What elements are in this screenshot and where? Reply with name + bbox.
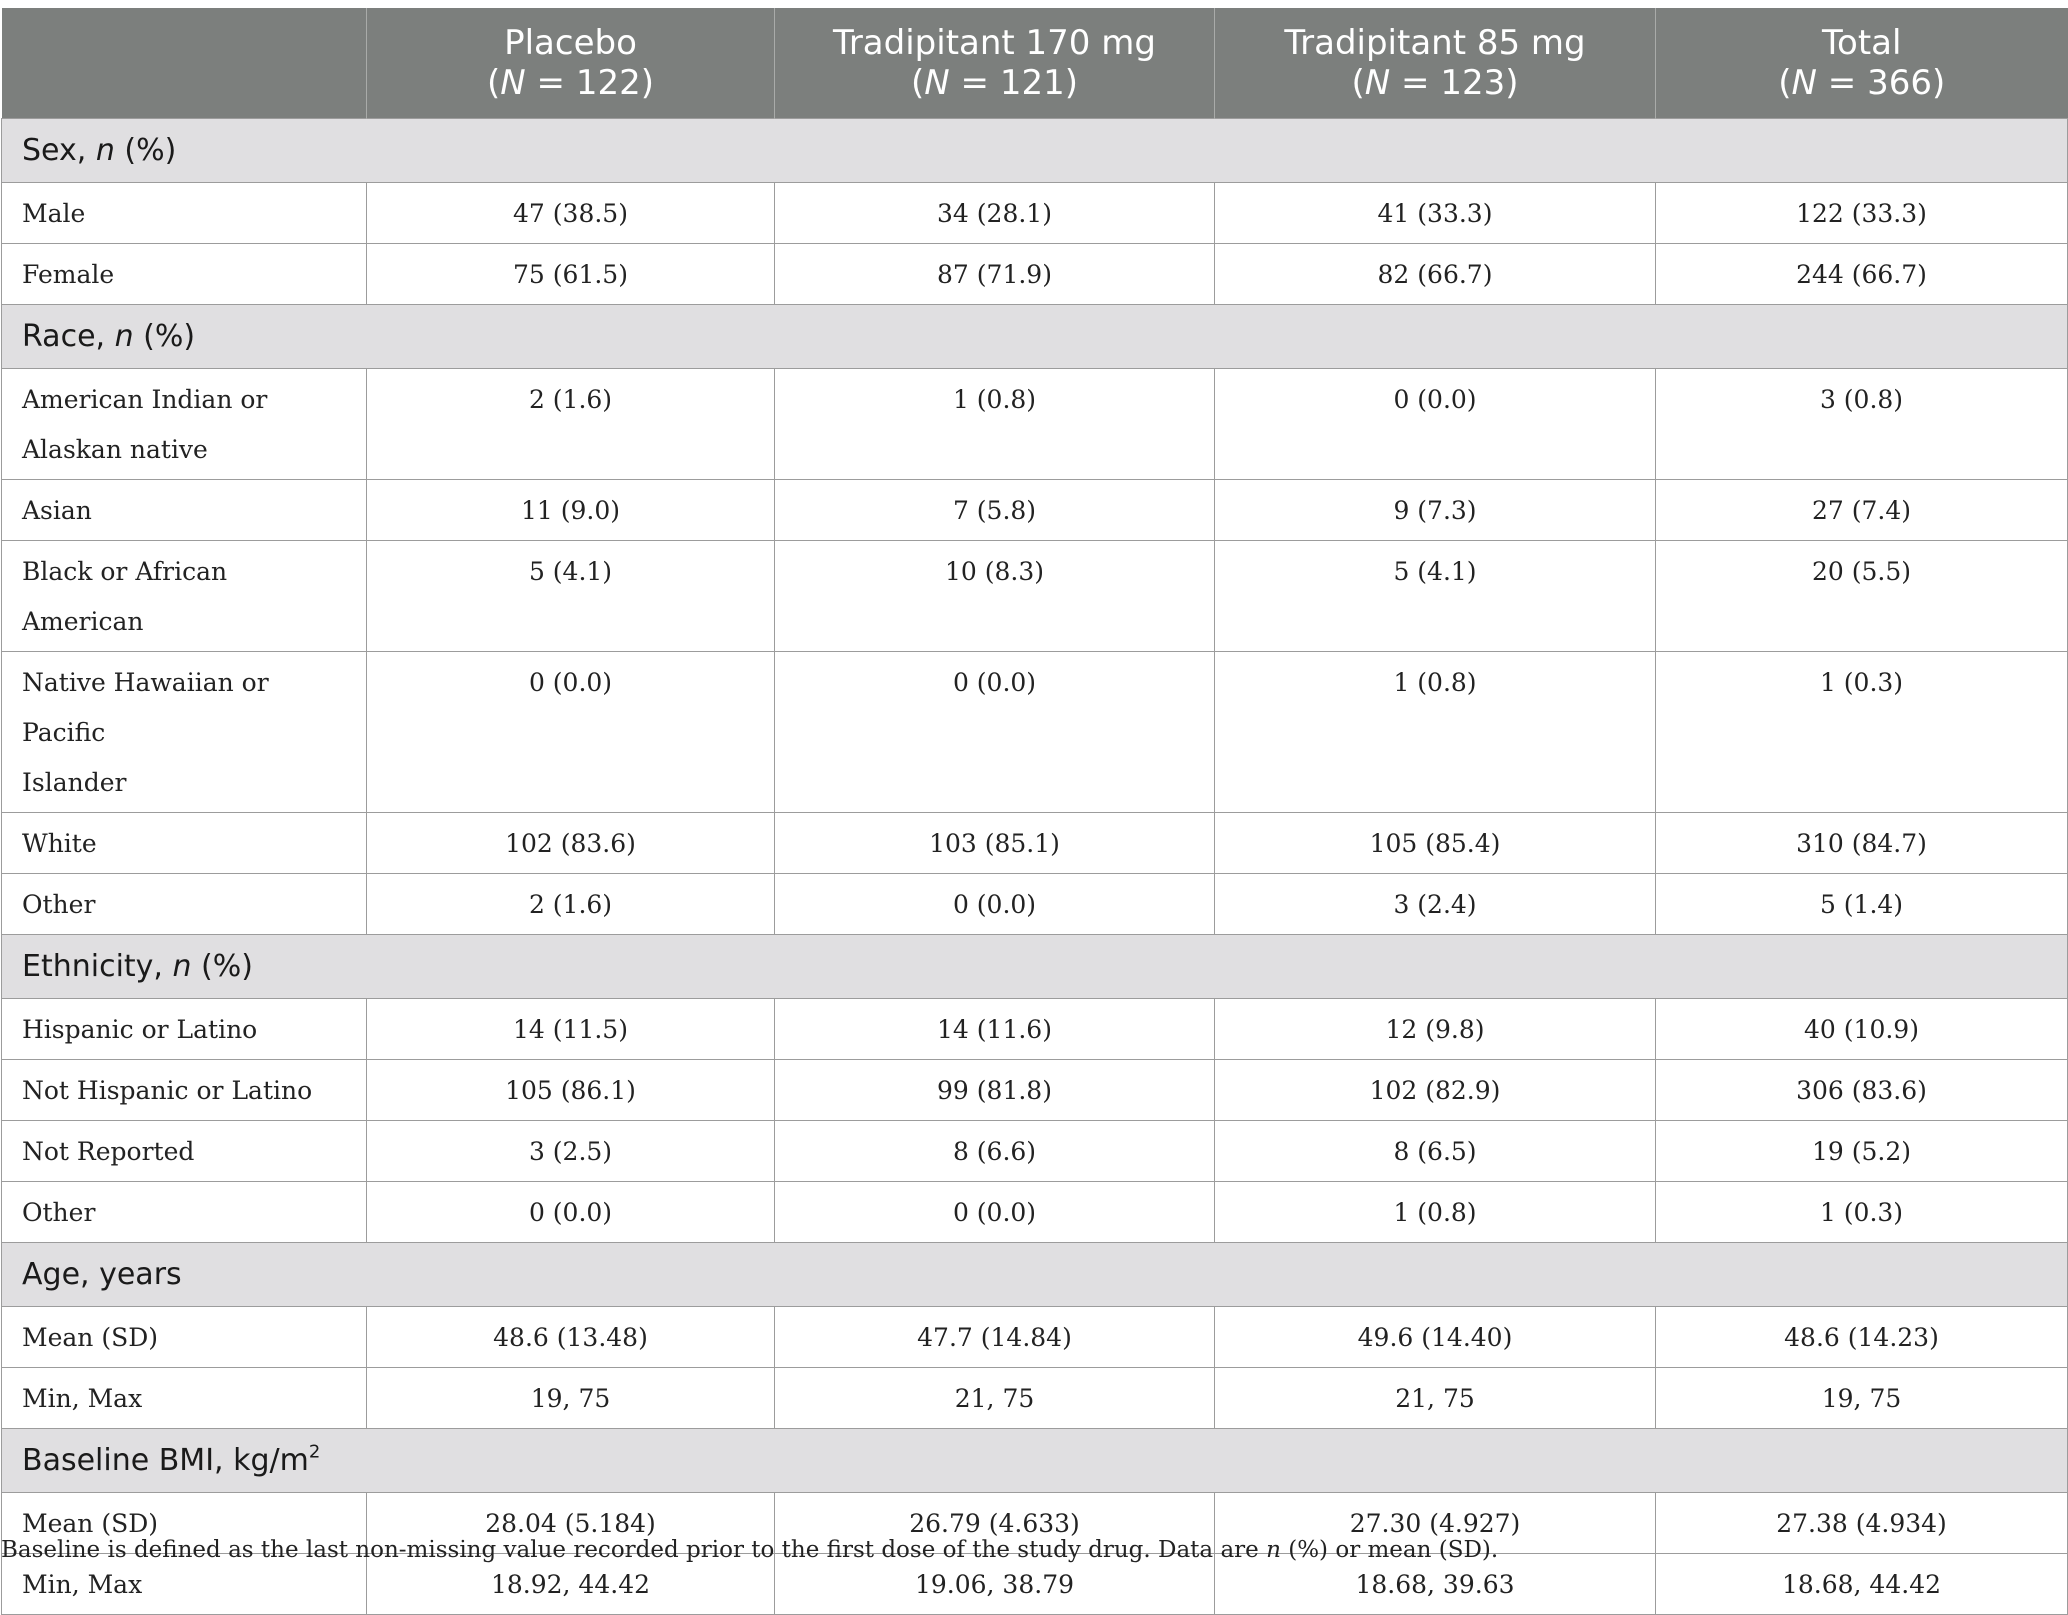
table-body (2, 119, 2068, 1615)
table-cell: 122 (33.3) (1656, 183, 2068, 244)
table-cell: 310 (84.7) (1656, 813, 2068, 874)
row-label (2, 1368, 367, 1429)
section-title (2, 1243, 2068, 1307)
table-cell: 40 (10.9) (1656, 999, 2068, 1060)
count-prefix: ( (911, 63, 925, 103)
table-cell: 48.6 (13.48) (367, 1307, 775, 1368)
column-header-name: Total (1822, 23, 1902, 63)
table-cell: 0 (0.0) (1215, 369, 1656, 480)
table-cell: 3 (2.5) (367, 1121, 775, 1182)
section-title-superscript: 2 (308, 1441, 321, 1463)
table-cell: 105 (85.4) (1215, 813, 1656, 874)
row-label-line: Min, Max (22, 1570, 143, 1599)
table-row (2, 1368, 2068, 1429)
table-cell: 7 (5.8) (775, 480, 1215, 541)
table-row (2, 1060, 2068, 1121)
count-letter: N (924, 63, 950, 103)
section-title (2, 305, 2068, 369)
row-label-line: Male (22, 199, 86, 228)
column-header-3 (1215, 8, 1656, 119)
table-cell: 105 (86.1) (367, 1060, 775, 1121)
section-title (2, 1429, 2068, 1493)
table-cell: 0 (0.0) (775, 1182, 1215, 1243)
row-label (2, 1121, 367, 1182)
table-row (2, 1307, 2068, 1368)
row-label (2, 369, 367, 480)
row-label-line: Mean (SD) (22, 1509, 159, 1538)
count-value: = 366) (1816, 63, 1946, 103)
table-cell: 1 (0.8) (1215, 1182, 1656, 1243)
table-row (2, 813, 2068, 874)
table-cell: 1 (0.8) (775, 369, 1215, 480)
count-value: = 122) (525, 63, 654, 103)
table-cell: 47 (38.5) (367, 183, 775, 244)
table-cell: 75 (61.5) (367, 244, 775, 305)
row-label (2, 1060, 367, 1121)
table-cell: 11 (9.0) (367, 480, 775, 541)
row-label (2, 874, 367, 935)
table-cell: 48.6 (14.23) (1656, 1307, 2068, 1368)
table-row (2, 369, 2068, 480)
table-cell: 5 (4.1) (1215, 541, 1656, 652)
row-label-line: Black or African American (22, 557, 228, 636)
table-row (2, 874, 2068, 935)
section-title-suffix: (%) (191, 949, 253, 984)
row-label (2, 1307, 367, 1368)
table-cell: 9 (7.3) (1215, 480, 1656, 541)
count-letter: N (500, 63, 526, 103)
table-row (2, 999, 2068, 1060)
row-label-line: Alaskan native (22, 435, 208, 464)
row-label (2, 480, 367, 541)
section-title-suffix: (%) (133, 319, 196, 354)
section-title-text: Sex, (22, 133, 96, 168)
table-cell: 8 (6.6) (775, 1121, 1215, 1182)
section-header-row (2, 935, 2068, 999)
footnote-text-after: (%) or mean (SD). (1280, 1537, 1499, 1563)
table-cell: 27.38 (4.934) (1656, 1493, 2068, 1554)
table-cell: 306 (83.6) (1656, 1060, 2068, 1121)
column-header-1 (367, 8, 775, 119)
count-prefix: ( (1778, 63, 1792, 103)
section-title-italic: n (114, 319, 134, 354)
section-title-text: Age, years (22, 1257, 182, 1292)
row-label-line: Other (22, 1198, 96, 1227)
section-title-suffix: (%) (114, 133, 177, 168)
table-cell: 2 (1.6) (367, 874, 775, 935)
column-header-count (367, 63, 774, 103)
column-header-count (1656, 63, 2068, 103)
table-cell: 26.79 (4.633) (775, 1493, 1215, 1554)
count-prefix: ( (487, 63, 501, 103)
table-cell: 18.68, 39.63 (1215, 1554, 1656, 1615)
section-header-row (2, 1429, 2068, 1493)
count-prefix: ( (1351, 63, 1365, 103)
table-cell: 12 (9.8) (1215, 999, 1656, 1060)
table-footnote (1, 1537, 1498, 1563)
table-cell: 19 (5.2) (1656, 1121, 2068, 1182)
table-row (2, 652, 2068, 813)
table-cell: 21, 75 (775, 1368, 1215, 1429)
table-row (2, 480, 2068, 541)
table-cell: 0 (0.0) (367, 1182, 775, 1243)
section-title-italic: n (95, 133, 115, 168)
table-row (2, 1121, 2068, 1182)
table-cell: 34 (28.1) (775, 183, 1215, 244)
table-cell: 19, 75 (1656, 1368, 2068, 1429)
table-row (2, 1182, 2068, 1243)
table-cell: 21, 75 (1215, 1368, 1656, 1429)
table-cell: 0 (0.0) (775, 652, 1215, 813)
row-label-line: White (22, 829, 97, 858)
row-label-line: Female (22, 260, 115, 289)
table-cell: 244 (66.7) (1656, 244, 2068, 305)
demographics-table-container (0, 8, 2068, 1615)
table-cell: 41 (33.3) (1215, 183, 1656, 244)
section-title-text: Baseline BMI, kg/m (22, 1443, 309, 1478)
row-label-line: Asian (22, 496, 92, 525)
table-cell: 19.06, 38.79 (775, 1554, 1215, 1615)
column-header-name: Tradipitant 85 mg (1284, 23, 1586, 63)
row-label (2, 183, 367, 244)
section-header-row (2, 305, 2068, 369)
table-cell: 3 (2.4) (1215, 874, 1656, 935)
column-header-name: Tradipitant 170 mg (833, 23, 1156, 63)
table-cell: 102 (82.9) (1215, 1060, 1656, 1121)
table-row (2, 541, 2068, 652)
row-label (2, 244, 367, 305)
table-cell: 49.6 (14.40) (1215, 1307, 1656, 1368)
table-cell: 28.04 (5.184) (367, 1493, 775, 1554)
table-cell: 8 (6.5) (1215, 1121, 1656, 1182)
column-header-0 (2, 8, 367, 119)
row-label-line: Islander (22, 768, 127, 797)
table-cell: 1 (0.3) (1656, 1182, 2068, 1243)
row-label (2, 541, 367, 652)
row-label-line: Native Hawaiian or Pacific (22, 668, 269, 747)
table-cell: 82 (66.7) (1215, 244, 1656, 305)
table-cell: 19, 75 (367, 1368, 775, 1429)
table-cell: 5 (4.1) (367, 541, 775, 652)
table-cell: 2 (1.6) (367, 369, 775, 480)
row-label-line: American Indian or (22, 385, 268, 414)
count-value: = 123) (1390, 63, 1519, 103)
count-letter: N (1364, 63, 1391, 103)
table-cell: 1 (0.8) (1215, 652, 1656, 813)
section-title-italic: n (172, 949, 192, 984)
table-cell: 3 (0.8) (1656, 369, 2068, 480)
row-label (2, 1182, 367, 1243)
column-header-4 (1656, 8, 2068, 119)
section-title (2, 119, 2068, 183)
row-label-line: Other (22, 890, 96, 919)
table-cell: 99 (81.8) (775, 1060, 1215, 1121)
row-label (2, 652, 367, 813)
table-cell: 10 (8.3) (775, 541, 1215, 652)
column-header-2 (775, 8, 1215, 119)
table-cell: 0 (0.0) (367, 652, 775, 813)
table-cell: 14 (11.6) (775, 999, 1215, 1060)
table-row (2, 244, 2068, 305)
column-header-count (775, 63, 1214, 103)
table-cell: 1 (0.3) (1656, 652, 2068, 813)
table-cell: 5 (1.4) (1656, 874, 2068, 935)
table-cell: 20 (5.5) (1656, 541, 2068, 652)
row-label-line: Min, Max (22, 1384, 143, 1413)
row-label-line: Mean (SD) (22, 1323, 159, 1352)
table-cell: 27 (7.4) (1656, 480, 2068, 541)
section-header-row (2, 1243, 2068, 1307)
table-cell: 18.92, 44.42 (367, 1554, 775, 1615)
table-cell: 0 (0.0) (775, 874, 1215, 935)
table-cell: 47.7 (14.84) (775, 1307, 1215, 1368)
table-cell: 18.68, 44.42 (1656, 1554, 2068, 1615)
column-header-name: Placebo (504, 23, 637, 63)
table-cell: 102 (83.6) (367, 813, 775, 874)
table-cell: 14 (11.5) (367, 999, 775, 1060)
row-label (2, 813, 367, 874)
table-cell: 103 (85.1) (775, 813, 1215, 874)
table-cell: 27.30 (4.927) (1215, 1493, 1656, 1554)
row-label-line: Hispanic or Latino (22, 1015, 258, 1044)
count-value: = 121) (949, 63, 1078, 103)
header-row (2, 8, 2068, 119)
column-header-count (1215, 63, 1655, 103)
row-label-line: Not Hispanic or Latino (22, 1076, 313, 1105)
footnote-text-before: Baseline is defined as the last non-missing value recorded prior to the first dose of the study drug. Data are (1, 1537, 1267, 1563)
section-header-row (2, 119, 2068, 183)
demographics-table (1, 8, 2068, 1615)
section-title (2, 935, 2068, 999)
section-title-text: Race, (22, 319, 115, 354)
footnote-text-italic: n (1266, 1537, 1281, 1563)
table-row (2, 183, 2068, 244)
count-letter: N (1791, 63, 1817, 103)
row-label-line: Not Reported (22, 1137, 195, 1166)
section-title-text: Ethnicity, (22, 949, 173, 984)
table-cell: 87 (71.9) (775, 244, 1215, 305)
row-label (2, 999, 367, 1060)
